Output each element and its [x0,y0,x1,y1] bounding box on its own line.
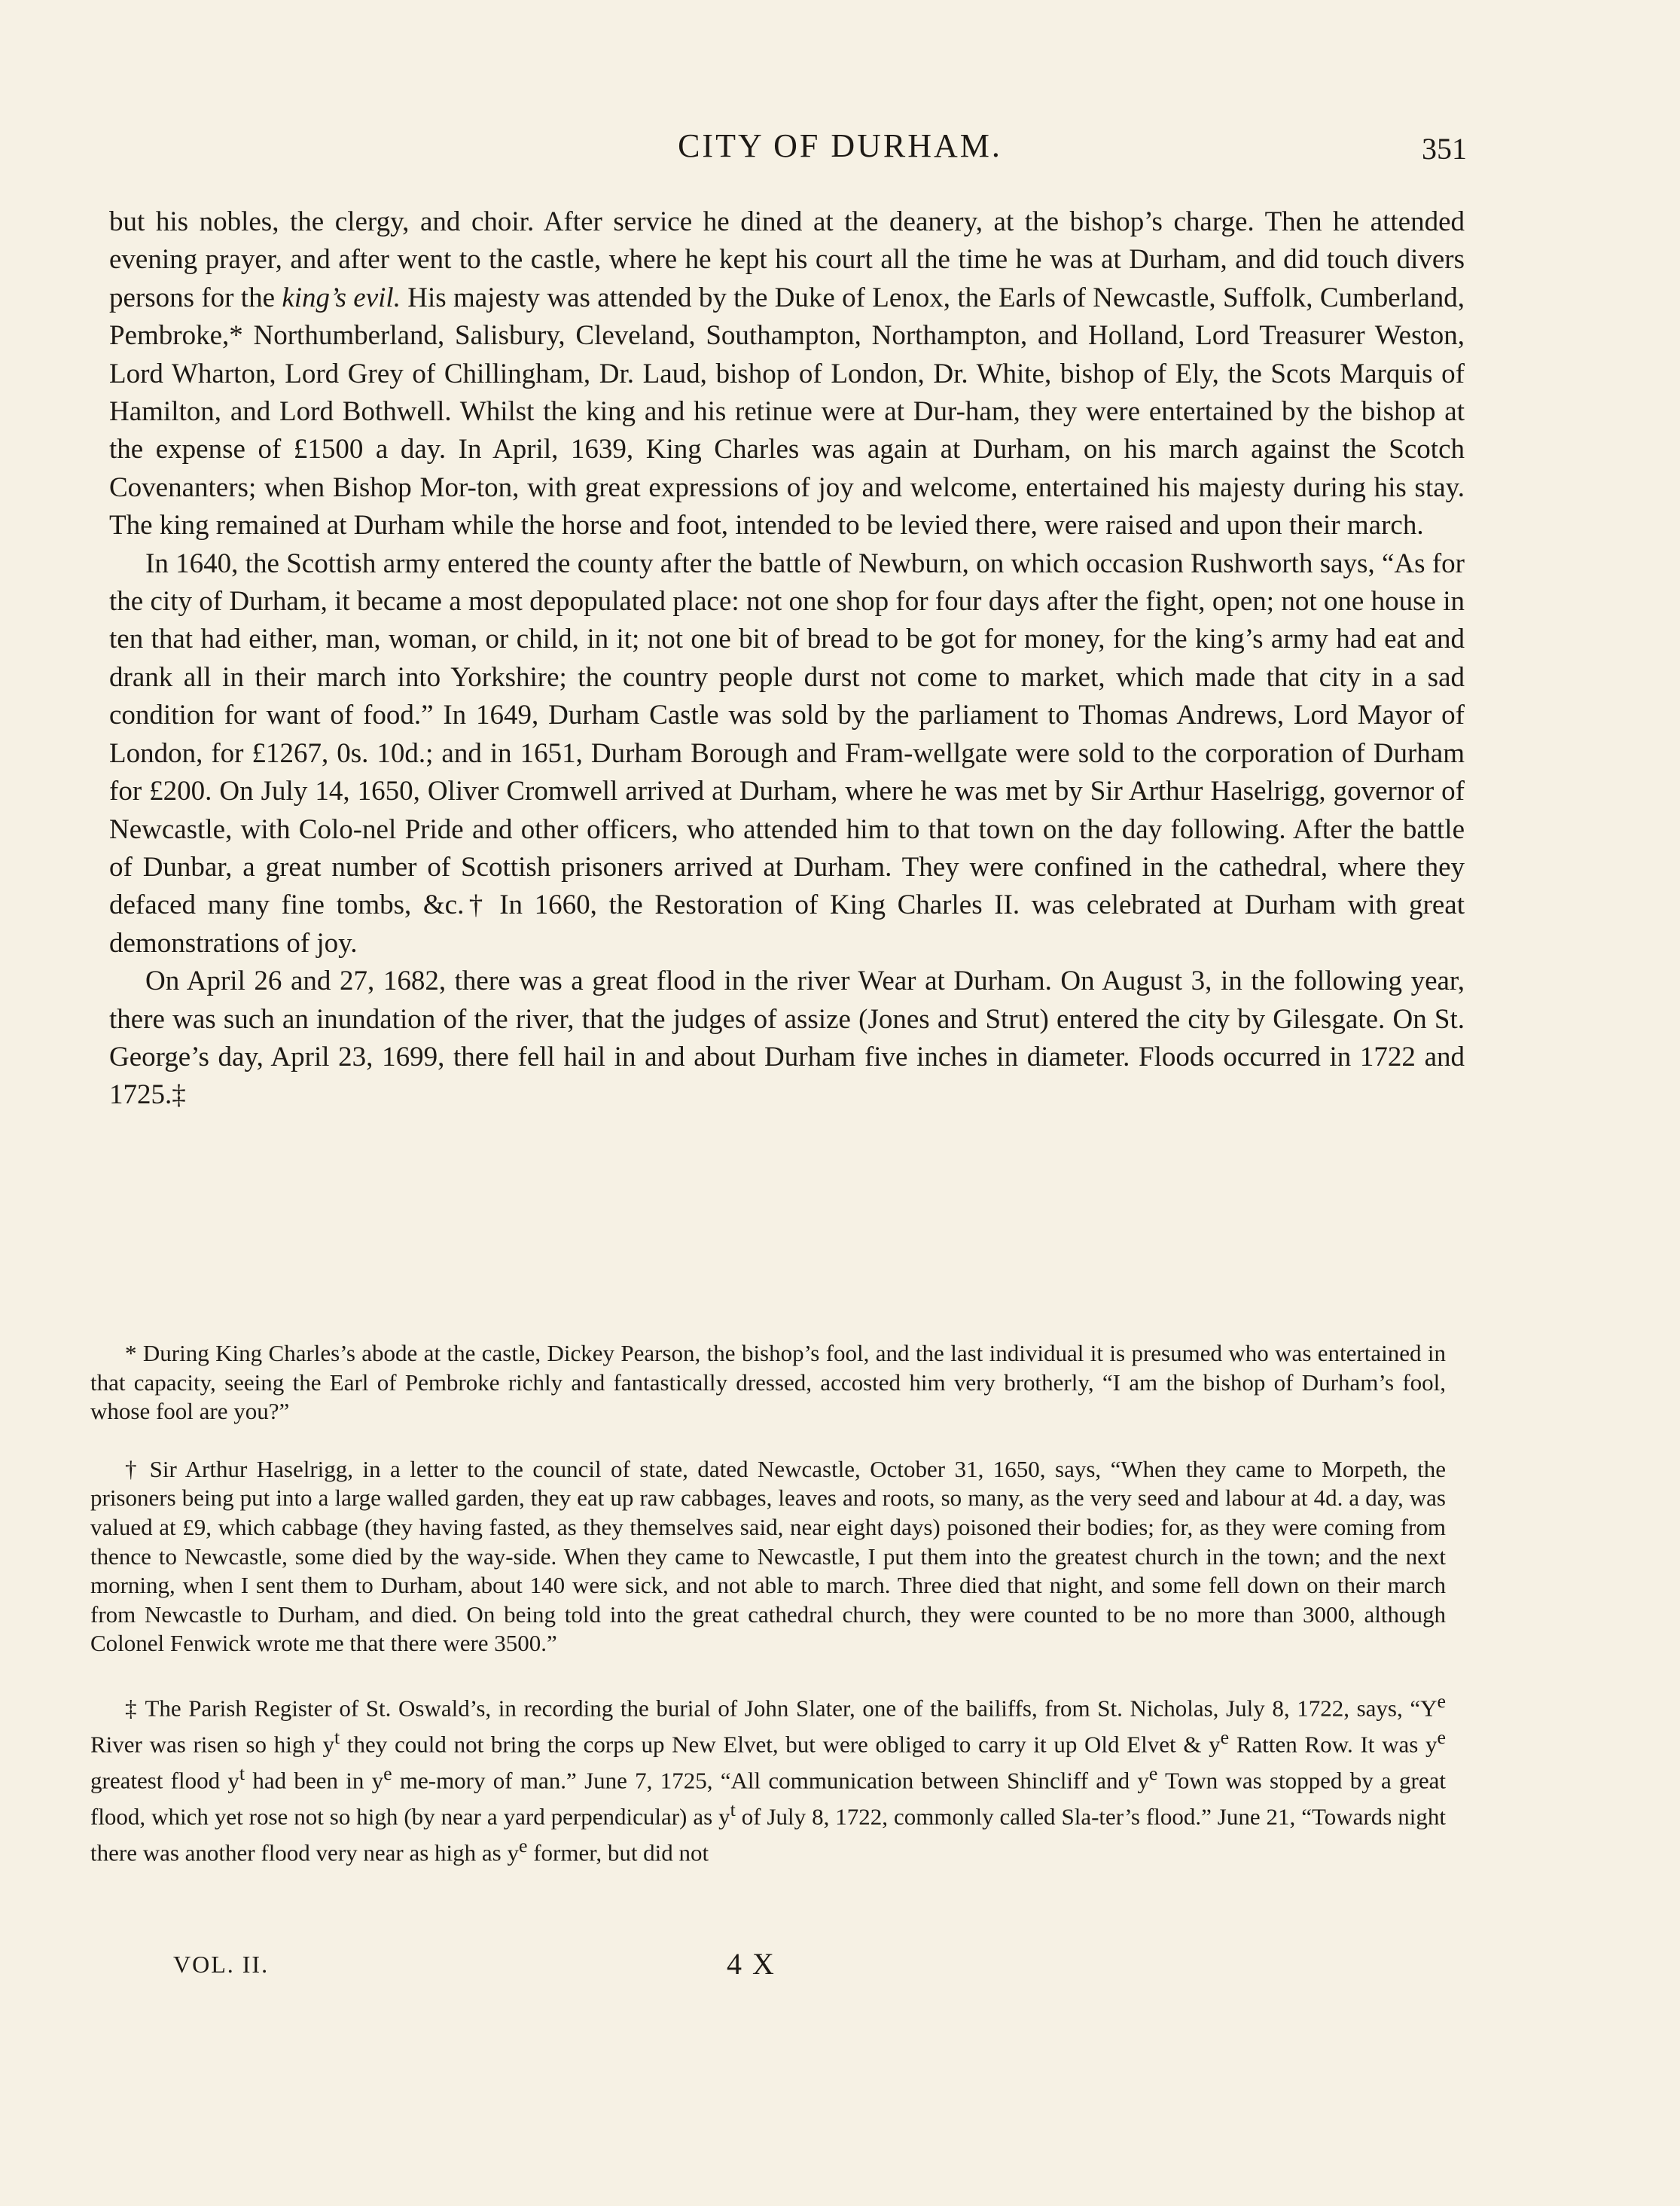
fn3-sup: t [239,1762,245,1784]
paragraph-1-italic: king’s evil. [282,282,401,313]
fn3-seg: River was risen so high y [90,1731,335,1758]
footnotes [90,1339,1446,1868]
fn3-sup: e [383,1762,392,1784]
paragraph-1-text-a: but his nobles, the clergy, and choir. After service he dined at the deanery, at the bishop’s charge. Then he attended evening prayer, and after went to the castle, where he kept his court all the time he was at Durham, and did touch divers persons for the [109,206,1465,313]
fn3-sup: e [1148,1762,1158,1784]
fn3-sup: t [730,1798,736,1820]
footnote-2: † Sir Arthur Haselrigg, in a letter to the council of state, dated Newcastle, October 31, 1650, says, “When they came to Morpeth, the prisoners being put into a large walled garden, they eat up raw cabbages, leaves and roots, so many, as the very seed and labour at 4d. a day, was valued at £9, which cabbage (they having fasted, as they themselves said, near eight days) poisoned their bodies; for, as they were coming from thence to Newcastle, some died by the way-side. When they came to Newcastle, I put them into the greatest church in the town; and the next morning, when I sent them to Durham, about 140 were sick, and not able to march. Three died that night, and some fell down on their march from Newcastle to Durham, and died. On being told into the great cathedral church, they were counted to be no more than 3000, although Colonel Fenwick wrote me that there were 3500.” [90,1455,1446,1657]
paragraph-1 [109,203,1465,545]
paragraph-3: On April 26 and 27, 1682, there was a great flood in the river Wear at Durham. On August 3, in the following year, there was such an inundation of the river, that the judges of assize (Jones and Strut) entered the city by Gilesgate. On St. George’s day, April 23, 1699, there fell hail in and about Durham five inches in diameter. Floods occurred in 1722 and 1725.‡ [109,966,1465,1111]
fn3-seg: of July 8, 1722, commonly called Sla-ter’s flood.” June 21, “Towards night there was another flood very near as high as y [90,1803,1446,1866]
volume-label: VOL. II. [173,1951,270,1978]
fn3-sup: e [1437,1689,1446,1712]
footnote-3 [90,1687,1446,1868]
fn3-seg: they could not bring the corps up New Elvet, but were obliged to carry it up Old Elvet & y [340,1731,1221,1758]
fn3-sup: e [1437,1725,1446,1748]
fn3-seg: Ratten Row. It was y [1229,1731,1438,1758]
main-text [109,203,1465,1115]
fn3-seg: Town was stopped by a great flood, which yet rose not so high (by near a yard perpendicular) as y [90,1767,1446,1830]
fn3-seg: ‡ The Parish Register of St. Oswald’s, in recording the burial of John Slater, one of the bailiffs, from St. Nicholas, July 8, 1722, says, “Y [125,1695,1438,1722]
fn3-sup: e [519,1834,528,1857]
footnote-1: * During King Charles’s abode at the castle, Dickey Pearson, the bishop’s fool, and the last individual it is presumed who was entertained in that capacity, seeing the Earl of Pembroke richly and fantastically dressed, accosted him very brotherly, “I am the bishop of Durham’s fool, whose fool are you?” [90,1340,1446,1425]
running-title: CITY OF DURHAM. [678,127,1002,164]
paragraph-2: In 1640, the Scottish army entered the county after the battle of Newburn, on which occasion Rushworth says, “As for the city of Durham, it became a most depopulated place: not one shop for four days after the fight, open; not one house in ten that had either, man, woman, or child, in it; not one bit of bread to be got for money, for the king’s army had eat and drank all in their march into Yorkshire; the country people durst not come to market, which made that city in a sad condition for want of food.” In 1649, Durham Castle was sold by the parliament to Thomas Andrews, Lord Mayor of London, for £1267, 0s. 10d.; and in 1651, Durham Borough and Fram-wellgate were sold to the corporation of Durham for £200. On July 14, 1650, Oliver Cromwell arrived at Durham, where he was met by Sir Arthur Haselrigg, governor of Newcastle, with Colo-nel Pride and other officers, who attended him to that town on the day following. After the battle of Dunbar, a great number of Scottish prisoners arrived at Durham. They were confined in the cathedral, where they defaced many fine tombs, &c.† In 1660, the Restoration of King Charles II. was celebrated at Durham with great demonstrations of joy. [109,548,1465,959]
fn3-seg: former, but did not [527,1838,709,1866]
page-number: 351 [1422,132,1467,166]
running-head [0,127,1680,172]
paragraph-1-text-b: His majesty was attended by the Duke of Lenox, the Earls of Newcastle, Suffolk, Cumberland, Pembroke,* Northumberland, Salisbury, Cleveland, Southampton, Northampton, and Holland, Lord Treasurer Weston, Lord Wharton, Lord Grey of Chillingham, Dr. Laud, bishop of London, Dr. White, bishop of Ely, the Scots Marquis of Hamilton, and Lord Bothwell. Whilst the king and his retinue were at Dur-ham, they were entertained by the bishop at the expense of £1500 a day. In April, 1639, King Charles was again at Durham, on his march against the Scotch Covenanters; when Bishop Mor-ton, with great expressions of joy and welcome, entertained his majesty during his stay. The king remained at Durham while the horse and foot, intended to be levied there, were raised and upon their march. [109,282,1465,542]
fn3-seg: had been in y [245,1767,384,1794]
fn3-sup: t [334,1725,340,1748]
fn3-sup: e [1220,1725,1230,1748]
fn3-seg: greatest flood y [90,1767,239,1794]
signature-mark: 4 X [727,1947,776,1981]
fn3-seg: me-mory of man.” June 7, 1725, “All communication between Shincliff and y [392,1767,1149,1794]
